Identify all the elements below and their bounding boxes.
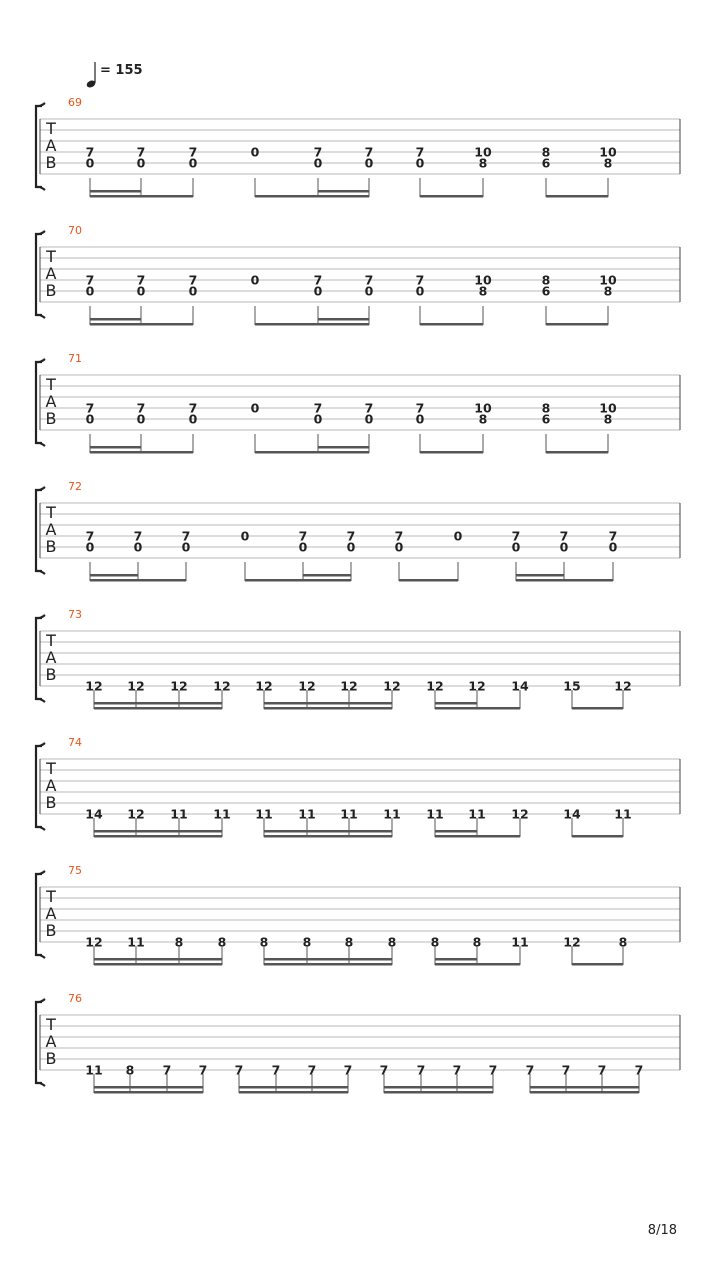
- fret-number: 10: [474, 144, 492, 160]
- tab-system: [36, 480, 680, 582]
- fret-number: 11: [298, 806, 316, 822]
- fret-number: 7: [136, 400, 146, 416]
- fret-number: 7: [415, 144, 425, 160]
- fret-number: 6: [541, 411, 551, 427]
- fret-number: 7: [198, 1062, 208, 1078]
- fret-number: 8: [603, 411, 613, 427]
- fret-number: 0: [453, 528, 463, 544]
- beam-group: [426, 679, 529, 710]
- fret-number: 11: [213, 806, 231, 822]
- secondary-beam: [264, 958, 392, 961]
- fret-number: 7: [234, 1062, 244, 1078]
- secondary-beam: [94, 830, 222, 833]
- fret-number: 7: [561, 1062, 571, 1078]
- beam: [572, 835, 623, 838]
- beam-group: [85, 935, 226, 966]
- tab-clef-letter: A: [45, 136, 57, 155]
- beam: [94, 963, 222, 966]
- fret-number: 12: [383, 678, 401, 694]
- fret-number: 0: [85, 539, 95, 555]
- fret-number: 7: [343, 1062, 353, 1078]
- fret-number: 0: [188, 155, 198, 171]
- fret-number: 7: [313, 144, 323, 160]
- secondary-beam: [516, 574, 564, 577]
- beam: [435, 835, 520, 838]
- fret-number: 12: [298, 678, 316, 694]
- beam: [90, 579, 186, 582]
- secondary-beam: [94, 702, 222, 705]
- fret-number: 0: [181, 539, 191, 555]
- fret-number: 10: [599, 272, 617, 288]
- secondary-beam: [435, 702, 477, 705]
- fret-number: 11: [511, 934, 529, 950]
- fret-number: 12: [85, 934, 103, 950]
- fret-number: 7: [597, 1062, 607, 1078]
- fret-number: 0: [313, 411, 323, 427]
- tab-system: [36, 864, 680, 966]
- fret-number: 0: [85, 283, 95, 299]
- secondary-beam: [90, 318, 141, 321]
- beam: [435, 963, 520, 966]
- beam-group: [255, 807, 400, 838]
- fret-number: 0: [313, 155, 323, 171]
- fret-number: 0: [511, 539, 521, 555]
- beam-group: [85, 1063, 207, 1094]
- fret-number: 7: [346, 528, 356, 544]
- fret-number: 14: [85, 806, 103, 822]
- fret-number: 7: [133, 528, 143, 544]
- measure-number: 75: [68, 864, 82, 877]
- fret-number: 8: [478, 155, 488, 171]
- fret-number: 7: [488, 1062, 498, 1078]
- fret-number: 0: [298, 539, 308, 555]
- fret-number: 12: [340, 678, 358, 694]
- tab-clef-letter: T: [46, 119, 56, 138]
- fret-number: 0: [85, 411, 95, 427]
- tab-clef-letter: A: [45, 520, 57, 539]
- fret-number: 7: [188, 272, 198, 288]
- tab-clef-letter: A: [45, 1032, 57, 1051]
- fret-number: 8: [430, 934, 440, 950]
- fret-number: 15: [563, 678, 581, 694]
- fret-number: 8: [387, 934, 397, 950]
- beam: [516, 579, 613, 582]
- tab-clef-letter: A: [45, 264, 57, 283]
- fret-number: 11: [426, 806, 444, 822]
- fret-number: 12: [563, 934, 581, 950]
- beam: [239, 1091, 348, 1094]
- fret-number: 8: [541, 400, 551, 416]
- fret-number: 7: [415, 272, 425, 288]
- beam: [264, 963, 392, 966]
- fret-number: 7: [634, 1062, 644, 1078]
- beam-group: [563, 679, 631, 710]
- fret-number: 11: [255, 806, 273, 822]
- beam: [420, 195, 483, 198]
- fret-number: 7: [188, 144, 198, 160]
- fret-number: 7: [379, 1062, 389, 1078]
- measure-number: 73: [68, 608, 82, 621]
- fret-number: 7: [559, 528, 569, 544]
- tab-clef-letter: B: [45, 793, 57, 812]
- beam: [264, 707, 392, 710]
- beam-group: [260, 935, 397, 966]
- fret-number: 0: [85, 155, 95, 171]
- fret-number: 11: [127, 934, 145, 950]
- secondary-beam: [318, 318, 369, 321]
- fret-number: 0: [415, 411, 425, 427]
- fret-number: 7: [416, 1062, 426, 1078]
- beam: [90, 323, 193, 326]
- measure-number: 71: [68, 352, 82, 365]
- fret-number: 7: [136, 144, 146, 160]
- tab-system: [36, 736, 680, 838]
- tab-system: [36, 608, 680, 710]
- secondary-beam: [303, 574, 351, 577]
- fret-number: 11: [85, 1062, 103, 1078]
- fret-number: 7: [394, 528, 404, 544]
- fret-number: 11: [340, 806, 358, 822]
- fret-number: 12: [255, 678, 273, 694]
- beam: [94, 1091, 203, 1094]
- fret-number: 8: [259, 934, 269, 950]
- fret-number: 7: [313, 400, 323, 416]
- fret-number: 14: [563, 806, 581, 822]
- fret-number: 7: [188, 400, 198, 416]
- tab-clef-letter: B: [45, 153, 57, 172]
- fret-number: 10: [599, 400, 617, 416]
- fret-number: 7: [85, 272, 95, 288]
- fret-number: 12: [85, 678, 103, 694]
- secondary-beam: [264, 830, 392, 833]
- tab-clef-letter: B: [45, 409, 57, 428]
- fret-number: 7: [415, 400, 425, 416]
- secondary-beam: [90, 190, 141, 193]
- fret-number: 7: [511, 528, 521, 544]
- fret-number: 0: [415, 155, 425, 171]
- beam: [94, 707, 222, 710]
- beam: [255, 323, 369, 326]
- fret-number: 12: [213, 678, 231, 694]
- fret-number: 8: [217, 934, 227, 950]
- fret-number: 8: [541, 144, 551, 160]
- beam-group: [526, 1063, 644, 1094]
- fret-number: 12: [170, 678, 188, 694]
- fret-number: 0: [346, 539, 356, 555]
- beam-group: [85, 679, 230, 710]
- tab-clef-letter: T: [46, 503, 56, 522]
- tab-clef-letter: A: [45, 392, 57, 411]
- fret-number: 12: [127, 806, 145, 822]
- fret-number: 0: [133, 539, 143, 555]
- fret-number: 0: [559, 539, 569, 555]
- fret-number: 7: [313, 272, 323, 288]
- fret-number: 0: [394, 539, 404, 555]
- fret-number: 0: [250, 400, 260, 416]
- tab-clef-letter: T: [46, 887, 56, 906]
- beam: [435, 707, 520, 710]
- beam: [255, 195, 369, 198]
- fret-number: 0: [415, 283, 425, 299]
- secondary-beam: [435, 830, 477, 833]
- beam-group: [255, 679, 400, 710]
- beam: [90, 451, 193, 454]
- fret-number: 12: [614, 678, 632, 694]
- fret-number: 0: [313, 283, 323, 299]
- fret-number: 8: [618, 934, 628, 950]
- tempo-marking: [86, 62, 143, 89]
- beam-group: [235, 1063, 353, 1094]
- measure-number: 69: [68, 96, 82, 109]
- fret-number: 0: [364, 155, 374, 171]
- fret-number: 8: [478, 283, 488, 299]
- beam-group: [431, 935, 529, 966]
- secondary-beam: [94, 958, 222, 961]
- beam: [572, 707, 623, 710]
- fret-number: 7: [85, 144, 95, 160]
- fret-number: 7: [364, 144, 374, 160]
- fret-number: 8: [302, 934, 312, 950]
- measure-number: 72: [68, 480, 82, 493]
- fret-number: 7: [452, 1062, 462, 1078]
- measure-number: 70: [68, 224, 82, 237]
- fret-number: 12: [511, 806, 529, 822]
- fret-number: 8: [472, 934, 482, 950]
- tempo-value: = 155: [100, 63, 143, 78]
- fret-number: 7: [307, 1062, 317, 1078]
- beam-group: [426, 807, 528, 838]
- fret-number: 10: [474, 272, 492, 288]
- fret-number: 0: [136, 155, 146, 171]
- fret-number: 10: [599, 144, 617, 160]
- beam: [264, 835, 392, 838]
- fret-number: 7: [181, 528, 191, 544]
- fret-number: 6: [541, 155, 551, 171]
- beam-group: [85, 807, 230, 838]
- tab-system: [36, 992, 680, 1094]
- beam: [245, 579, 351, 582]
- secondary-beam: [90, 574, 138, 577]
- beam: [546, 451, 608, 454]
- beam: [530, 1091, 639, 1094]
- tab-clef-letter: T: [46, 631, 56, 650]
- fret-number: 0: [608, 539, 618, 555]
- secondary-beam: [264, 702, 392, 705]
- fret-number: 14: [511, 678, 529, 694]
- tab-clef-letter: T: [46, 375, 56, 394]
- fret-number: 11: [614, 806, 632, 822]
- fret-number: 12: [468, 678, 486, 694]
- fret-number: 0: [364, 411, 374, 427]
- fret-number: 10: [474, 400, 492, 416]
- fret-number: 7: [136, 272, 146, 288]
- fret-number: 8: [125, 1062, 135, 1078]
- fret-number: 0: [364, 283, 374, 299]
- beam-group: [563, 807, 631, 838]
- fret-number: 0: [136, 411, 146, 427]
- tab-clef-letter: A: [45, 648, 57, 667]
- fret-number: 0: [188, 283, 198, 299]
- beam: [255, 451, 369, 454]
- tab-clef-letter: T: [46, 247, 56, 266]
- beam-group: [380, 1063, 498, 1094]
- fret-number: 8: [344, 934, 354, 950]
- beam: [420, 323, 483, 326]
- tab-clef-letter: B: [45, 281, 57, 300]
- measure-number: 76: [68, 992, 82, 1005]
- secondary-beam: [318, 446, 369, 449]
- beam: [94, 835, 222, 838]
- tab-clef-letter: T: [46, 1015, 56, 1034]
- secondary-beam: [239, 1086, 348, 1089]
- fret-number: 0: [250, 144, 260, 160]
- fret-number: 7: [525, 1062, 535, 1078]
- fret-number: 12: [127, 678, 145, 694]
- fret-number: 7: [364, 400, 374, 416]
- fret-number: 7: [298, 528, 308, 544]
- fret-number: 8: [174, 934, 184, 950]
- tab-clef-letter: B: [45, 921, 57, 940]
- secondary-beam: [435, 958, 477, 961]
- tab-clef-letter: B: [45, 537, 57, 556]
- fret-number: 7: [271, 1062, 281, 1078]
- beam: [572, 963, 623, 966]
- fret-number: 11: [468, 806, 486, 822]
- fret-number: 6: [541, 283, 551, 299]
- fret-number: 7: [85, 528, 95, 544]
- tab-clef-letter: B: [45, 1049, 57, 1068]
- fret-number: 0: [250, 272, 260, 288]
- tab-system: [36, 224, 680, 326]
- fret-number: 8: [603, 155, 613, 171]
- fret-number: 11: [170, 806, 188, 822]
- beam: [546, 195, 608, 198]
- tab-clef-letter: A: [45, 904, 57, 923]
- fret-number: 8: [478, 411, 488, 427]
- beam: [399, 579, 458, 582]
- tab-clef-letter: B: [45, 665, 57, 684]
- tab-systems: [36, 96, 680, 1094]
- fret-number: 0: [136, 283, 146, 299]
- page-number: 8/18: [647, 1223, 677, 1238]
- beam-group: [563, 935, 627, 966]
- secondary-beam: [94, 1086, 203, 1089]
- fret-number: 7: [162, 1062, 172, 1078]
- fret-number: 7: [85, 400, 95, 416]
- secondary-beam: [530, 1086, 639, 1089]
- beam: [546, 323, 608, 326]
- fret-number: 0: [240, 528, 250, 544]
- beam: [420, 451, 483, 454]
- fret-number: 11: [383, 806, 401, 822]
- secondary-beam: [318, 190, 369, 193]
- beam: [384, 1091, 493, 1094]
- tab-clef-letter: A: [45, 776, 57, 795]
- fret-number: 12: [426, 678, 444, 694]
- fret-number: 7: [364, 272, 374, 288]
- fret-number: 8: [541, 272, 551, 288]
- secondary-beam: [90, 446, 141, 449]
- beam: [90, 195, 193, 198]
- fret-number: 0: [188, 411, 198, 427]
- tab-system: [36, 352, 680, 454]
- tab-clef-letter: T: [46, 759, 56, 778]
- fret-number: 8: [603, 283, 613, 299]
- secondary-beam: [384, 1086, 493, 1089]
- tab-system: [36, 96, 680, 198]
- fret-number: 7: [608, 528, 618, 544]
- measure-number: 74: [68, 736, 82, 749]
